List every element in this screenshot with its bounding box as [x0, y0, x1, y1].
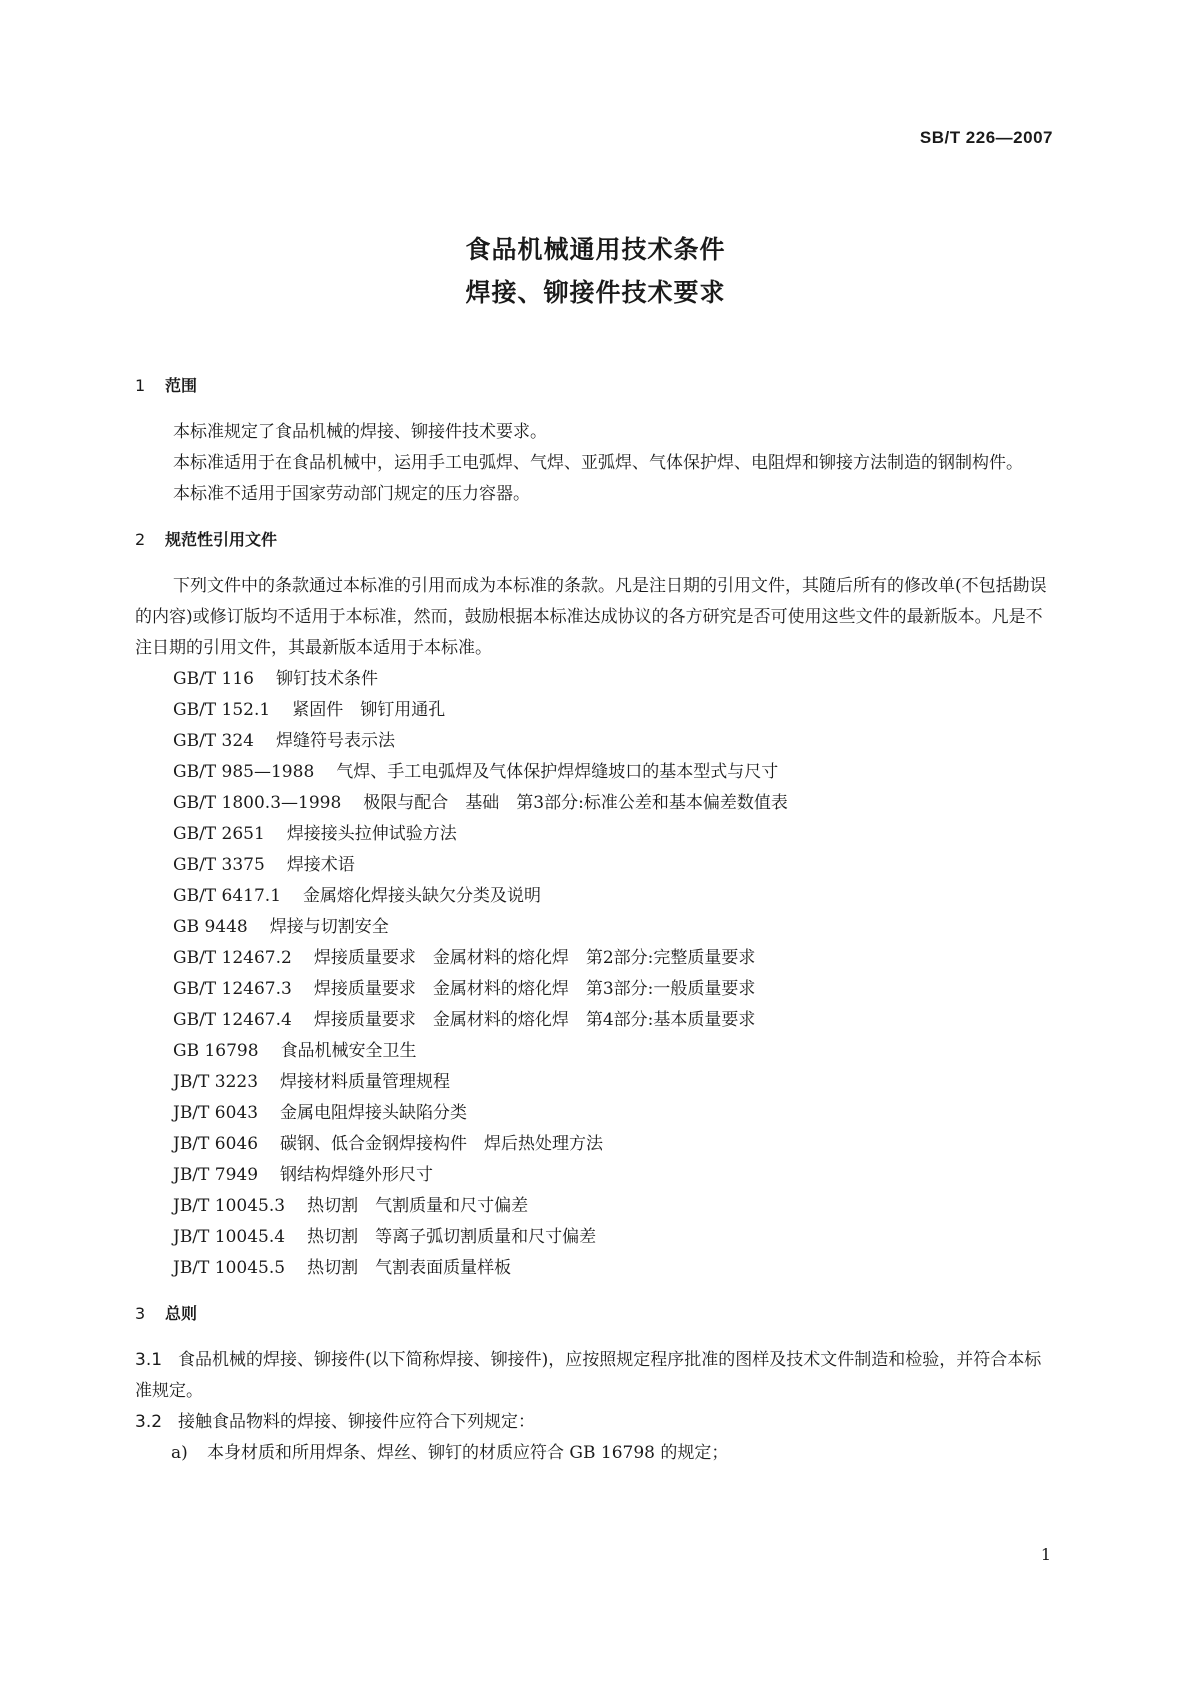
section-1-heading	[135, 370, 1057, 401]
reference-code: JB/T 3223	[173, 1072, 259, 1092]
reference-item	[135, 788, 1057, 819]
reference-item	[135, 819, 1057, 850]
reference-title: 热切割 等离子弧切割质量和尺寸偏差	[307, 1227, 597, 1247]
reference-code: GB/T 6417.1	[173, 886, 282, 906]
reference-item	[135, 664, 1057, 695]
clause-3-1	[135, 1345, 1057, 1407]
item-mark: a)	[171, 1443, 188, 1463]
reference-item	[135, 943, 1057, 974]
reference-code: JB/T 10045.3	[173, 1196, 286, 1216]
reference-title: 紧固件 铆钉用通孔	[292, 700, 446, 720]
reference-title: 焊接质量要求 金属材料的熔化焊 第3部分:一般质量要求	[313, 979, 756, 999]
list-item-a	[135, 1438, 1057, 1469]
reference-code: GB 9448	[173, 917, 248, 937]
title-line-2: 焊接、铆接件技术要求	[465, 278, 726, 307]
clause-text: 接触食品物料的焊接、铆接件应符合下列规定：	[178, 1412, 536, 1432]
section-number: 3	[135, 1304, 146, 1323]
section-title: 规范性引用文件	[165, 530, 278, 549]
reference-item	[135, 1036, 1057, 1067]
reference-item	[135, 881, 1057, 912]
paragraph: 本标准不适用于国家劳动部门规定的压力容器。	[173, 484, 530, 504]
reference-code: JB/T 10045.5	[173, 1258, 286, 1278]
section-title: 范围	[165, 376, 198, 395]
reference-item	[135, 1129, 1057, 1160]
standard-code: SB/T 226—2007	[919, 128, 1053, 147]
clause-number: 3.1	[135, 1350, 163, 1370]
reference-code: JB/T 6043	[173, 1103, 259, 1123]
reference-item	[135, 1098, 1057, 1129]
reference-code: JB/T 7949	[173, 1165, 259, 1185]
reference-title: 热切割 气割表面质量样板	[307, 1258, 512, 1278]
reference-title: 焊接材料质量管理规程	[280, 1072, 451, 1092]
section-2-heading	[135, 524, 1057, 555]
reference-title: 焊缝符号表示法	[276, 731, 395, 751]
reference-title: 焊接接头拉伸试验方法	[286, 824, 457, 844]
reference-code: GB/T 12467.4	[173, 1010, 292, 1030]
reference-title: 钢结构焊缝外形尺寸	[280, 1165, 434, 1185]
reference-item	[135, 1191, 1057, 1222]
reference-title: 焊接质量要求 金属材料的熔化焊 第2部分:完整质量要求	[313, 948, 756, 968]
reference-title: 焊接术语	[286, 855, 355, 875]
reference-code: GB/T 985—1988	[173, 762, 315, 782]
section-number: 1	[135, 376, 146, 395]
reference-title: 气焊、手工电弧焊及气体保护焊焊缝坡口的基本型式与尺寸	[336, 762, 779, 782]
reference-item	[135, 974, 1057, 1005]
reference-title: 极限与配合 基础 第3部分:标准公差和基本偏差数值表	[363, 793, 788, 813]
reference-item	[135, 1160, 1057, 1191]
paragraph: 本标准规定了食品机械的焊接、铆接件技术要求。	[173, 422, 547, 442]
reference-item	[135, 850, 1057, 881]
reference-list	[135, 664, 1057, 1284]
reference-code: JB/T 6046	[173, 1134, 259, 1154]
reference-title: 热切割 气割质量和尺寸偏差	[307, 1196, 529, 1216]
reference-code: GB/T 116	[173, 669, 254, 689]
reference-title: 碳钢、低合金钢焊接构件 焊后热处理方法	[280, 1134, 604, 1154]
reference-code: GB/T 324	[173, 731, 254, 751]
paragraph: 本标准适用于在食品机械中，运用手工电弧焊、气焊、亚弧焊、气体保护焊、电阻焊和铆接方法制造的钢制构件。	[173, 453, 1023, 473]
reference-code: GB/T 3375	[173, 855, 265, 875]
item-text: 本身材质和所用焊条、焊丝、铆钉的材质应符合 GB 16798 的规定；	[207, 1443, 729, 1463]
reference-code: GB/T 12467.2	[173, 948, 292, 968]
reference-item	[135, 912, 1057, 943]
section-number: 2	[135, 530, 146, 549]
reference-code: GB/T 152.1	[173, 700, 271, 720]
reference-item	[135, 1005, 1057, 1036]
clause-3-2	[135, 1407, 1057, 1438]
document-body	[135, 370, 1057, 1469]
reference-title: 焊接质量要求 金属材料的熔化焊 第4部分:基本质量要求	[313, 1010, 756, 1030]
clause-number: 3.2	[135, 1412, 163, 1432]
reference-item	[135, 757, 1057, 788]
page-number: 1	[1040, 1545, 1051, 1564]
title-line-1: 食品机械通用技术条件	[465, 235, 726, 264]
reference-item	[135, 695, 1057, 726]
clause-text: 食品机械的焊接、铆接件(以下简称焊接、铆接件)，应按照规定程序批准的图样及技术文件制造和检验，并符合本标准规定。	[135, 1350, 1042, 1401]
reference-code: GB 16798	[173, 1041, 259, 1061]
reference-code: GB/T 2651	[173, 824, 265, 844]
reference-title: 金属电阻焊接头缺陷分类	[280, 1103, 468, 1123]
reference-title: 金属熔化焊接头缺欠分类及说明	[303, 886, 542, 906]
reference-title: 食品机械安全卫生	[280, 1041, 417, 1061]
reference-item	[135, 1222, 1057, 1253]
document-title	[0, 228, 1191, 314]
reference-code: JB/T 10045.4	[173, 1227, 286, 1247]
reference-code: GB/T 12467.3	[173, 979, 292, 999]
section-title: 总则	[165, 1304, 198, 1323]
reference-title: 铆钉技术条件	[276, 669, 378, 689]
reference-code: GB/T 1800.3—1998	[173, 793, 342, 813]
reference-title: 焊接与切割安全	[269, 917, 389, 937]
references-intro: 下列文件中的条款通过本标准的引用而成为本标准的条款。凡是注日期的引用文件，其随后所有的修改单(不包括勘误的内容)或修订版均不适用于本标准，然而，鼓励根据本标准达成协议的各方研究是否可使用这些文件的最新版本。凡是不注日期的引用文件，其最新版本适用于本标准。	[135, 576, 1047, 658]
reference-item	[135, 1067, 1057, 1098]
section-3-heading	[135, 1298, 1057, 1329]
reference-item	[135, 726, 1057, 757]
reference-item	[135, 1253, 1057, 1284]
